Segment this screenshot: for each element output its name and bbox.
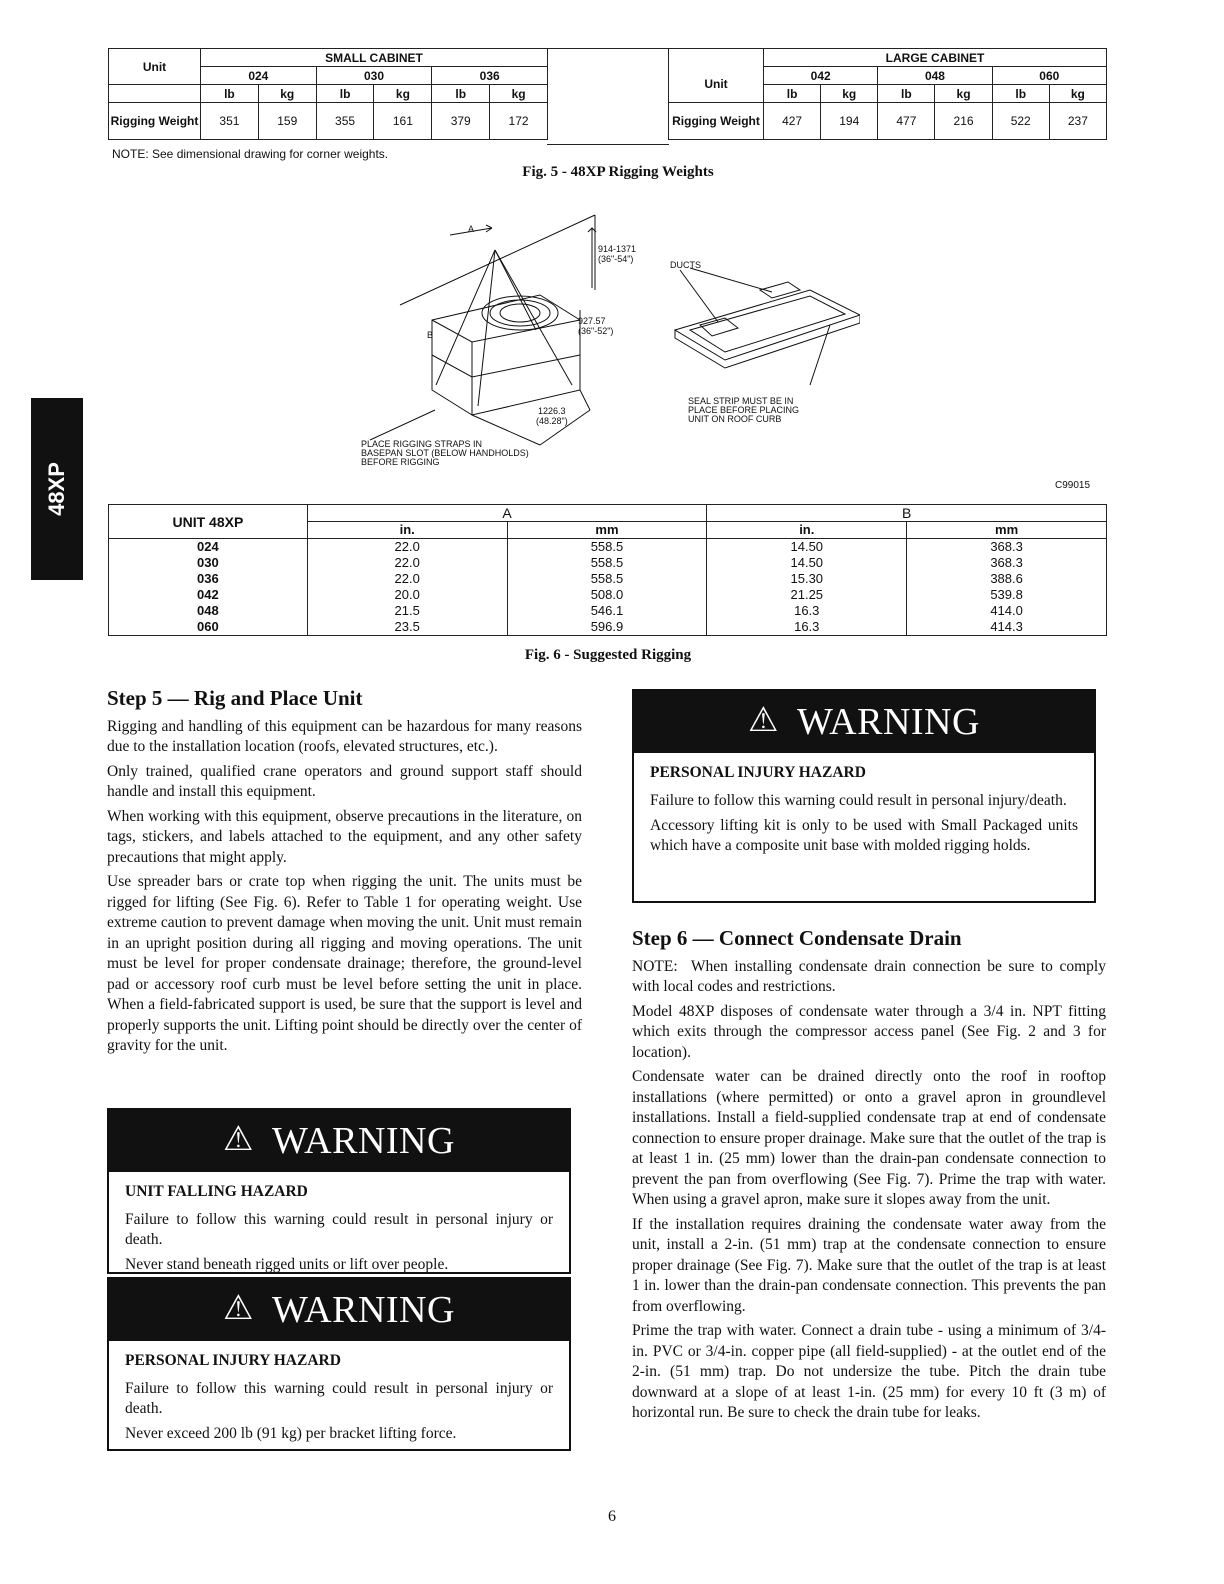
step5-paragraph: Only trained, qualified crane operators and ground support staff should handle and install this equipment. [107, 762, 582, 800]
model-cell: 042 [764, 67, 878, 85]
note-label: NOTE: [632, 957, 678, 975]
model-cell: 030 [316, 67, 432, 85]
step6-paragraph: Condensate water can be drained directly onto the roof in rooftop installations (where permitted) or onto a gravel apron in groundlevel installations. Install a field-supplied condensate trap at end of condensate connection to ensure proper drainage. Make sure that the outlet of the trap is at least 1 in. (25 mm) lower than the drain-pan condensate connection to prevent the pan from overflowing (See Fig. 7). Prime the trap with water. When using a gravel apron, make sure it slopes away from the unit. [632, 1068, 1106, 1208]
rigging-strap [478, 250, 495, 406]
step6-paragraph: If the installation requires draining the condensate water away from the unit, install a 2-in. (51 mm) trap at the condensate connection to ensure proper drainage (See Fig. 7). Make sure that the outlet of the trap is at least 1 in. lower than the drain-pan condensate connection. This prevents the pan from overflowing. [632, 1215, 1106, 1315]
dimension-cell: 546.1 [507, 603, 707, 619]
unit-cell: kg [821, 85, 878, 103]
warning-box-unit-falling [107, 1108, 571, 1274]
fig6-caption: Fig. 6 - Suggested Rigging [524, 647, 692, 663]
weight-cell: 172 [490, 103, 548, 140]
dimension-cell: 22.0 [307, 571, 507, 587]
weight-cell: 522 [992, 103, 1049, 140]
dimension-cell: 22.0 [307, 539, 507, 556]
weight-cell: 427 [764, 103, 821, 140]
dimension-cell: 596.9 [507, 619, 707, 636]
step6-paragraph: Model 48XP disposes of condensate water through a 3/4 in. NPT fitting which exits through the compressor access panel (See Fig. 2 and 3 for location). [632, 1002, 1106, 1061]
dimension-cell: 15.30 [707, 571, 907, 587]
dim-bottom: 1226.3 [538, 406, 566, 416]
step5-heading: Step 5 — Rig and Place Unit [107, 686, 363, 710]
dimension-cell: 414.3 [907, 619, 1107, 636]
step6-section [632, 928, 1106, 1428]
table-spacer [547, 48, 669, 145]
rigging-table-body [109, 539, 1107, 636]
dim-side: 927.57 [578, 316, 606, 326]
dimension-cell: 16.3 [707, 603, 907, 619]
weight-cell: 379 [432, 103, 490, 140]
note-text: When installing condensate drain connection be sure to comply with local codes and restrictions. [632, 957, 1106, 995]
table-row [109, 619, 1107, 636]
warning-title: WARNING [272, 1120, 455, 1162]
unit-cell: lb [316, 85, 374, 103]
fig5-caption: Fig. 5 - 48XP Rigging Weights [522, 164, 714, 180]
col-a-header: A [307, 505, 707, 522]
rigging-strap [495, 250, 536, 330]
weight-cell: 237 [1049, 103, 1106, 140]
unit-cell: kg [374, 85, 432, 103]
figure-code: C99015 [1055, 480, 1091, 491]
strap-note-line: BASEPAN SLOT (BELOW HANDHOLDS) [361, 448, 529, 458]
model-cell: 060 [992, 67, 1106, 85]
weight-cell: 194 [821, 103, 878, 140]
table-row [109, 603, 1107, 619]
table-row [109, 555, 1107, 571]
dimension-cell: 539.8 [907, 587, 1107, 603]
table-row [109, 587, 1107, 603]
dimension-cell: 16.3 [707, 619, 907, 636]
unit-cell: kg [1049, 85, 1106, 103]
warning-box-bracket-force [107, 1277, 571, 1451]
seal-note-line: PLACE BEFORE PLACING [688, 405, 800, 415]
warning-triangle-icon: ⚠ [223, 1290, 255, 1327]
dim-top-in: (36"-54") [598, 254, 634, 264]
step6-heading: Step 6 — Connect Condensate Drain [632, 926, 962, 950]
model-cell: 036 [432, 67, 548, 85]
label-a: A [468, 224, 475, 234]
fan-grille [482, 296, 558, 330]
unit-cell: kg [490, 85, 548, 103]
hazard-title: UNIT FALLING HAZARD [125, 1183, 308, 1200]
step5-paragraph: Rigging and handling of this equipment can be hazardous for many reasons due to the installation location (roofs, elevated structures, etc.). [107, 717, 582, 755]
model-cell: 048 [878, 67, 992, 85]
weight-cell: 216 [935, 103, 992, 140]
warning-text: Never stand beneath rigged units or lift over people. [125, 1256, 449, 1273]
table-row [109, 571, 1107, 587]
weight-cell: 355 [316, 103, 374, 140]
small-unit-label: Unit [109, 49, 201, 85]
col-b-header: B [707, 505, 1107, 522]
dimension-cell: 558.5 [507, 571, 707, 587]
dimension-cell: 23.5 [307, 619, 507, 636]
dimension-cell: 368.3 [907, 539, 1107, 556]
unit-cell: lb [764, 85, 821, 103]
step5-section [107, 688, 582, 1061]
dimension-cell: 508.0 [507, 587, 707, 603]
warning-text: Failure to follow this warning could result in personal injury/death. [650, 792, 1067, 809]
sub-header: mm [507, 522, 707, 539]
warning-text: Failure to follow this warning could result in personal injury or death. [125, 1211, 553, 1248]
ducts-label: DUCTS [670, 260, 701, 270]
large-cabinet-label: LARGE CABINET [764, 49, 1107, 67]
step5-paragraph: When working with this equipment, observe precautions in the literature, on tags, stickers, and labels attached to the equipment, and any other safety precautions that might apply. [107, 807, 582, 866]
small-cabinet-table [108, 48, 548, 140]
weight-cell: 351 [201, 103, 259, 140]
spreader-line [400, 215, 595, 305]
weight-cell: 161 [374, 103, 432, 140]
seal-note-line: UNIT ON ROOF CURB [688, 414, 782, 424]
unit-cell: lb [201, 85, 259, 103]
dimension-cell: 14.50 [707, 555, 907, 571]
dimension-cell: 368.3 [907, 555, 1107, 571]
unit-cell: 036 [109, 571, 308, 587]
unit-header: UNIT 48XP [109, 505, 308, 539]
unit-cell: lb [432, 85, 490, 103]
sub-header: in. [707, 522, 907, 539]
hazard-title: PERSONAL INJURY HAZARD [650, 764, 866, 781]
hazard-title: PERSONAL INJURY HAZARD [125, 1352, 341, 1369]
step6-paragraph: Prime the trap with water. Connect a drain tube - using a minimum of 3/4-in. PVC or 3/4-in. copper pipe (all field-supplied) - at the outlet end of the 2-in. (51 mm) trap. Do not undersize the tube. Pitch the drain tube downward at a slope of at least 1-in. (25 mm) for every 10 ft (3 m) of horizontal run. Be sure to check the drain tube for leaks. [632, 1322, 1106, 1421]
weight-cell: 477 [878, 103, 935, 140]
unit-cell: 048 [109, 603, 308, 619]
strap-note-line: BEFORE RIGGING [361, 457, 440, 467]
unit-cell: 024 [109, 539, 308, 556]
unit-cell: kg [258, 85, 316, 103]
dimension-cell: 558.5 [507, 555, 707, 571]
small-cabinet-label: SMALL CABINET [201, 49, 548, 67]
warning-title: WARNING [272, 1289, 455, 1331]
dimension-cell: 14.50 [707, 539, 907, 556]
table-row [109, 539, 1107, 556]
warning-text: Failure to follow this warning could result in personal injury or death. [125, 1380, 553, 1417]
dim-top: 914-1371 [598, 244, 637, 254]
unit-cell: lb [992, 85, 1049, 103]
warning-text: Accessory lifting kit is only to be used with Small Packaged units which have a composite unit base with molded rigging holds. [650, 817, 1078, 854]
large-unit-label: Unit [669, 67, 764, 103]
model-cell: 024 [201, 67, 317, 85]
warning-text: Never exceed 200 lb (91 kg) per bracket lifting force. [125, 1425, 457, 1442]
dim-bottom-in: (48.28") [536, 416, 568, 426]
dimension-cell: 21.5 [307, 603, 507, 619]
warning-box-lifting-kit [632, 689, 1096, 903]
unit-cell: 060 [109, 619, 308, 636]
dimension-cell: 414.0 [907, 603, 1107, 619]
side-tab [31, 398, 83, 580]
warning-triangle-icon: ⚠ [223, 1121, 255, 1158]
dim-side-in: (36"-52") [578, 326, 614, 336]
page-number: 6 [608, 1508, 616, 1525]
step5-paragraph: Use spreader bars or crate top when rigging the unit. The units must be rigged for lifting (See Fig. 6). Refer to Table 1 for operating weight. Use extreme caution to prevent damage when moving the unit. Unit must remain in an upright position during all rigging and moving operations. The unit must be level for proper condensate drainage; therefore, the ground-level pad or accessory roof curb must be level before setting the unit in place. When a field-fabricated support is used, be sure that the support is level and properly supports the unit. Lifting point should be directly over the center of gravity for the unit. [107, 873, 582, 1054]
sub-header: in. [307, 522, 507, 539]
unit-cell: lb [878, 85, 935, 103]
large-cabinet-table [668, 48, 1107, 140]
weight-cell: 159 [258, 103, 316, 140]
fig5-note: NOTE: See dimensional drawing for corner weights. [112, 147, 389, 161]
dimension-cell: 21.25 [707, 587, 907, 603]
side-tab-label: 48XP [44, 462, 69, 516]
warning-triangle-icon: ⚠ [748, 702, 780, 739]
dimension-cell: 388.6 [907, 571, 1107, 587]
rigging-diagram [340, 210, 860, 475]
unit-cell: kg [935, 85, 992, 103]
rigging-weight-label: Rigging Weight [109, 103, 201, 140]
warning-title: WARNING [797, 701, 980, 743]
sub-header: mm [907, 522, 1107, 539]
dimension-cell: 22.0 [307, 555, 507, 571]
dimension-cell: 558.5 [507, 539, 707, 556]
unit-cell: 042 [109, 587, 308, 603]
unit-cell: 030 [109, 555, 308, 571]
strap-note-line: PLACE RIGGING STRAPS IN [361, 439, 483, 449]
dimension-cell: 20.0 [307, 587, 507, 603]
seal-note-line: SEAL STRIP MUST BE IN [688, 396, 794, 406]
rigging-weight-label: Rigging Weight [669, 103, 764, 140]
label-b: B [427, 330, 434, 340]
step6-note [632, 957, 1106, 998]
suggested-rigging-table [108, 504, 1107, 636]
